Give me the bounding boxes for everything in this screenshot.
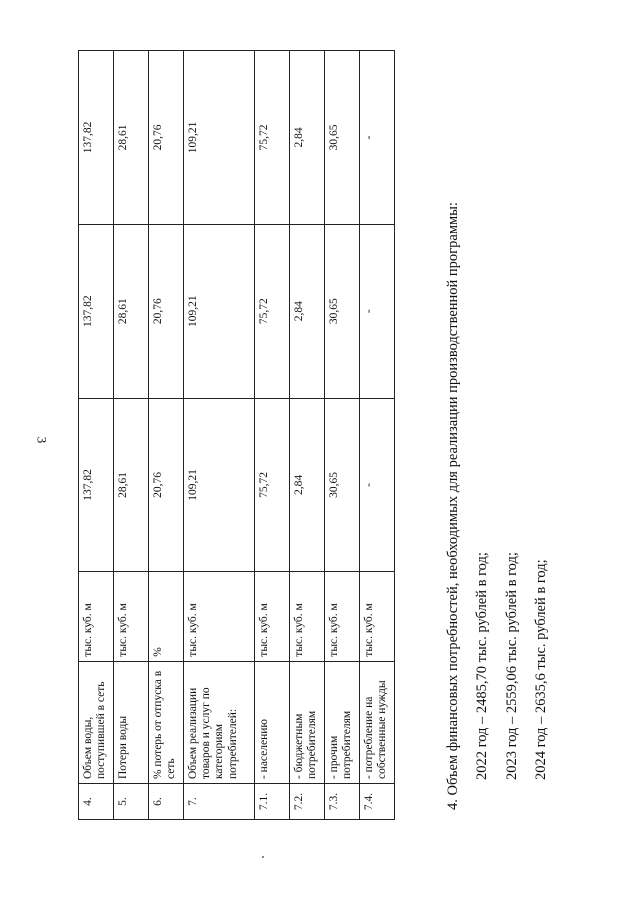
value-cell: 2,84 xyxy=(290,224,325,398)
unit-cell: тыс. куб. м xyxy=(79,572,114,661)
value-cell: 137,82 xyxy=(79,224,114,398)
value-cell: 20,76 xyxy=(149,398,184,572)
value-cell: 30,65 xyxy=(325,51,360,225)
value-cell: - xyxy=(360,51,395,225)
value-cell: 28,61 xyxy=(114,51,149,225)
table-row xyxy=(79,51,114,820)
row-number-cell: 7.2. xyxy=(290,784,325,820)
value-cell: - xyxy=(360,224,395,398)
rotated-page-content xyxy=(45,30,605,820)
section-heading: 4. Объем финансовых потребностей, необходимых для реализации производственной программы: xyxy=(445,202,461,810)
unit-cell: тыс. куб. м xyxy=(184,572,255,661)
table-row xyxy=(255,51,290,820)
indicators-table xyxy=(78,50,395,820)
unit-cell: тыс. куб. м xyxy=(360,572,395,661)
table-row xyxy=(184,51,255,820)
row-number-cell: 5. xyxy=(114,784,149,820)
value-cell: 28,61 xyxy=(114,398,149,572)
value-cell: 30,65 xyxy=(325,224,360,398)
value-cell: 20,76 xyxy=(149,51,184,225)
value-cell: 20,76 xyxy=(149,224,184,398)
unit-cell: % xyxy=(149,572,184,661)
indicator-name-cell: Объем воды, поступившей в сеть xyxy=(79,661,114,783)
row-number-cell: 7.3. xyxy=(325,784,360,820)
row-number-cell: 7.4. xyxy=(360,784,395,820)
value-cell: 109,21 xyxy=(184,398,255,572)
value-cell: 137,82 xyxy=(79,398,114,572)
value-cell: 109,21 xyxy=(184,51,255,225)
table-row xyxy=(114,51,149,820)
indicator-name-cell: - потребление на собственные нужды xyxy=(360,661,395,783)
row-number-cell: 7. xyxy=(184,784,255,820)
table-row xyxy=(149,51,184,820)
year-2023-line: 2023 год – 2559,06 тыс. рублей в год; xyxy=(503,552,520,780)
row-number-cell: 7.1. xyxy=(255,784,290,820)
value-cell: 2,84 xyxy=(290,398,325,572)
indicator-name-cell: Потери воды xyxy=(114,661,149,783)
value-cell: 137,82 xyxy=(79,51,114,225)
unit-cell: тыс. куб. м xyxy=(290,572,325,661)
row-number-cell: 4. xyxy=(79,784,114,820)
indicator-name-cell: - бюджетным потребителям xyxy=(290,661,325,783)
value-cell: 28,61 xyxy=(114,224,149,398)
table-row xyxy=(325,51,360,820)
year-2024-line: 2024 год – 2635,6 тыс. рублей в год; xyxy=(533,559,550,780)
value-cell: 2,84 xyxy=(290,51,325,225)
value-cell: 109,21 xyxy=(184,224,255,398)
scan-artifact xyxy=(262,856,264,858)
page-number: 3 xyxy=(34,436,50,444)
year-2022-line: 2022 год – 2485,70 тыс. рублей в год; xyxy=(474,552,491,780)
unit-cell: тыс. куб. м xyxy=(255,572,290,661)
value-cell: 30,65 xyxy=(325,398,360,572)
indicator-name-cell: - населению xyxy=(255,661,290,783)
row-number-cell: 6. xyxy=(149,784,184,820)
value-cell: 75,72 xyxy=(255,398,290,572)
value-cell: 75,72 xyxy=(255,51,290,225)
unit-cell: тыс. куб. м xyxy=(325,572,360,661)
financial-needs-section xyxy=(445,202,563,810)
indicator-name-cell: Объем реализации товаров и услуг по категориям потребителей: xyxy=(184,661,255,783)
unit-cell: тыс. куб. м xyxy=(114,572,149,661)
table-row xyxy=(290,51,325,820)
value-cell: - xyxy=(360,398,395,572)
indicator-name-cell: - прочим потребителям xyxy=(325,661,360,783)
indicator-name-cell: % потерь от отпуска в сеть xyxy=(149,661,184,783)
value-cell: 75,72 xyxy=(255,224,290,398)
table-row xyxy=(360,51,395,820)
